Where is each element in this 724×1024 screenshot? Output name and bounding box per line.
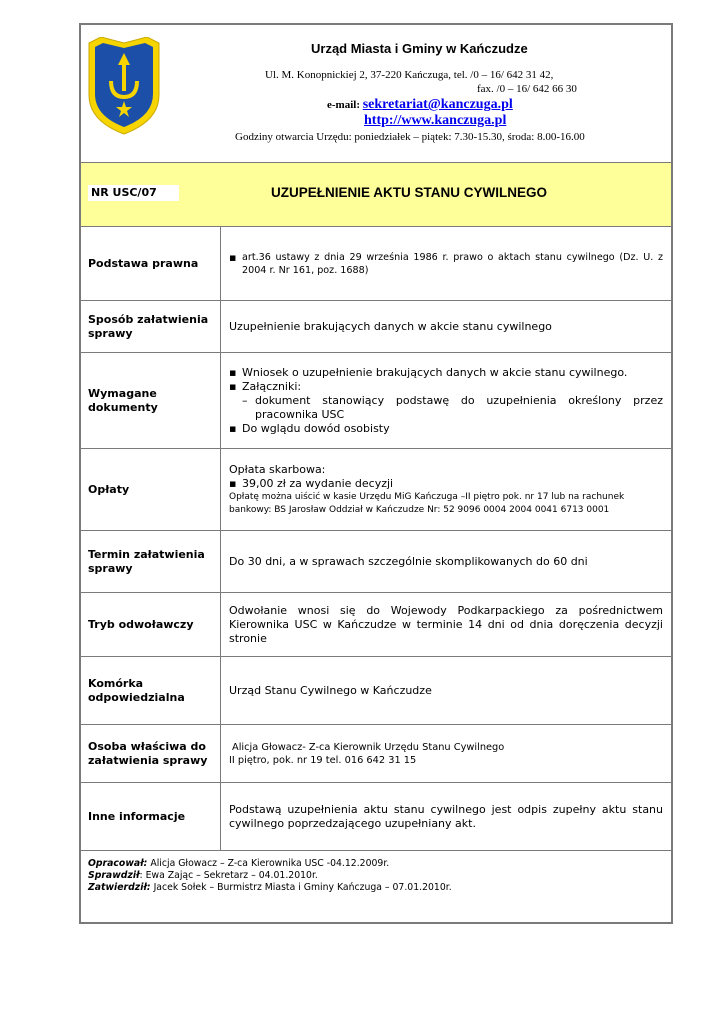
row-value xyxy=(222,353,671,448)
legal-basis-text: ▪ art.36 ustawy z dnia 29 września 1986 r. prawo o aktach stanu cywilnego (Dz. U. z 2004 r. Nr 161, poz. 1688) xyxy=(229,251,663,277)
person-location: II piętro, pok. nr 19 tel. 016 642 31 15 xyxy=(229,754,417,766)
coat-of-arms-icon xyxy=(85,37,163,135)
prepared-by xyxy=(88,858,664,870)
row-label: Osoba właściwa do załatwienia sprawy xyxy=(81,725,221,782)
other-text: Podstawą uzupełnienia aktu stanu cywilnego jest odpis zupełny aktu stanu cywilnego poprzedzającego uzupełniany akt. xyxy=(229,802,663,830)
list-item: ▪ 39,00 zł za wydanie decyzji xyxy=(229,477,663,491)
person-name: Alicja Głowacz- Z-ca Kierownik Urzędu Stanu Cywilnego xyxy=(232,741,505,753)
row-person xyxy=(81,725,671,783)
approved-value: Jacek Sołek – Burmistrz Miasta i Gminy Kańczuga – 07.01.2010r. xyxy=(153,882,452,893)
approval-footer xyxy=(81,851,671,922)
unit-text: Urząd Stanu Cywilnego w Kańczudze xyxy=(229,683,432,697)
checked-value: : Ewa Zając – Sekretarz – 04.01.2010r. xyxy=(139,870,318,881)
checked-label: Sprawdził xyxy=(88,870,140,881)
opening-hours: Godziny otwarcia Urzędu: poniedziałek – piątek: 7.30-15.30, środa: 8.00-16.00 xyxy=(235,131,585,143)
office-address: Ul. M. Konopnickiej 2, 37-220 Kańczuga, tel. /0 – 16/ 642 31 42, xyxy=(265,69,554,81)
letterhead xyxy=(81,25,671,163)
approved-label: Zatwierdził: xyxy=(88,882,151,893)
list-subitem: – dokument stanowiący podstawę do uzupełnienia określony przez pracownika USC xyxy=(229,394,663,422)
row-value xyxy=(222,531,671,592)
row-method xyxy=(81,301,671,353)
row-label: Podstawa prawna xyxy=(81,227,221,300)
procedure-title: UZUPEŁNIENIE AKTU STANU CYWILNEGO xyxy=(271,185,547,200)
row-unit xyxy=(81,657,671,725)
row-value xyxy=(222,725,671,782)
row-fees xyxy=(81,449,671,531)
list-item: ▪ Wniosek o uzupełnienie brakujących danych w akcie stanu cywilnego. xyxy=(229,366,663,380)
appeal-text: Odwołanie wnosi się do Wojewody Podkarpackiego za pośrednictwem Kierownika USC w Kańczudze w terminie 14 dni od dnia doręczenia decyzji stronie xyxy=(229,603,663,645)
row-value xyxy=(222,783,671,850)
row-label: Opłaty xyxy=(81,449,221,530)
email-line xyxy=(327,97,513,113)
title-band xyxy=(81,163,671,227)
row-label: Komórka odpowiedzialna xyxy=(81,657,221,724)
list-item: ▪ Do wglądu dowód osobisty xyxy=(229,422,663,436)
row-appeal xyxy=(81,593,671,657)
checked-by xyxy=(88,870,664,882)
row-label: Wymagane dokumenty xyxy=(81,353,221,448)
row-label: Sposób załatwienia sprawy xyxy=(81,301,221,352)
row-other xyxy=(81,783,671,851)
email-label: e-mail: xyxy=(327,99,360,111)
method-text: Uzupełnienie brakujących danych w akcie stanu cywilnego xyxy=(229,319,552,333)
row-deadline xyxy=(81,531,671,593)
row-value xyxy=(222,301,671,352)
fees-intro: Opłata skarbowa: xyxy=(229,462,326,476)
fees-note: Opłatę można uiścić w kasie Urzędu MiG Kańczuga –II piętro pok. nr 17 lub na rachunek bankowy: BS Jarosław Oddział w Kańczudze Nr: 52 9096 0004 2004 0041 6713 0001 xyxy=(229,491,625,515)
email-link[interactable]: sekretariat@kanczuga.pl xyxy=(362,97,513,112)
website-link[interactable]: http://www.kanczuga.pl xyxy=(364,113,507,128)
row-label: Inne informacje xyxy=(81,783,221,850)
procedure-code: NR USC/07 xyxy=(88,185,179,201)
row-label: Tryb odwoławczy xyxy=(81,593,221,656)
prepared-label: Opracował: xyxy=(88,858,148,869)
list-item: ▪ Załączniki: xyxy=(229,380,663,394)
row-label: Termin załatwienia sprawy xyxy=(81,531,221,592)
row-value xyxy=(222,449,671,530)
row-value xyxy=(222,227,671,300)
row-value xyxy=(222,657,671,724)
row-legal-basis xyxy=(81,227,671,301)
prepared-value: Alicja Głowacz – Z-ca Kierownika USC -04.12.2009r. xyxy=(150,858,390,869)
row-value xyxy=(222,593,671,656)
office-fax: fax. /0 – 16/ 642 66 30 xyxy=(477,83,577,95)
row-documents xyxy=(81,353,671,449)
office-name: Urząd Miasta i Gminy w Kańczudze xyxy=(311,41,528,56)
approved-by xyxy=(88,882,664,894)
deadline-text: Do 30 dni, a w sprawach szczególnie skomplikowanych do 60 dni xyxy=(229,554,588,568)
document-frame xyxy=(79,23,673,924)
